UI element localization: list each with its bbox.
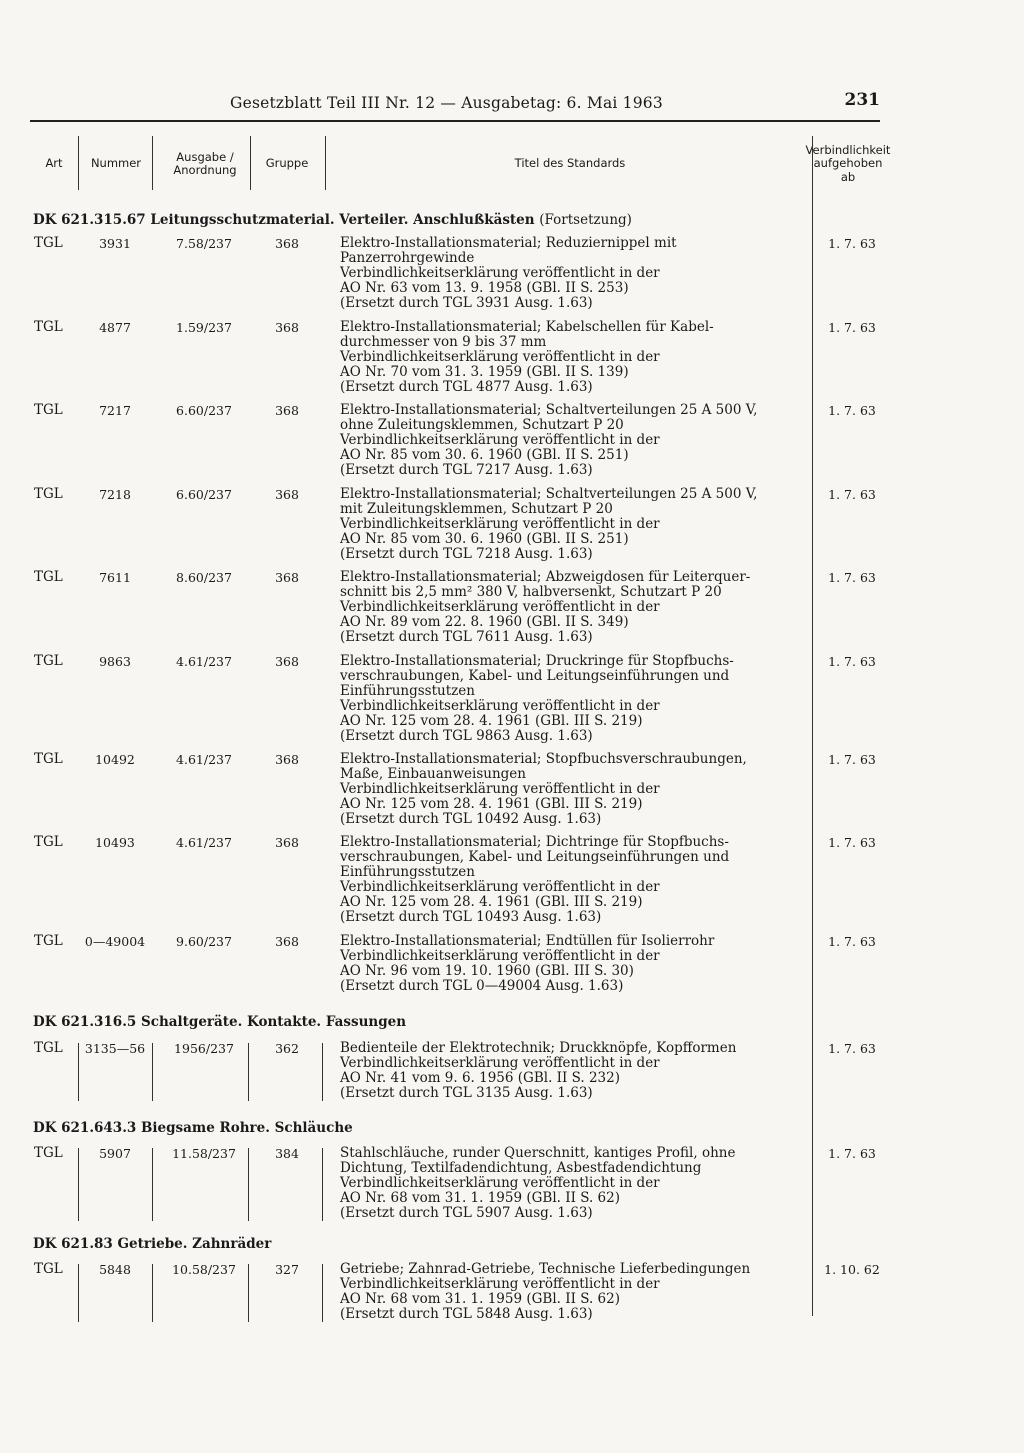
cell-titel bbox=[340, 236, 810, 311]
titel-line: Elektro-Installationsmaterial; Dichtringe für Stopfbuchs- bbox=[340, 834, 729, 850]
cell-nummer: 3931 bbox=[99, 236, 131, 251]
col-divider bbox=[78, 136, 79, 190]
titel-line: Einführungsstutzen bbox=[340, 864, 475, 880]
titel-line: Verbindlichkeitserklärung veröffentlicht in der bbox=[340, 599, 660, 615]
titel-line: (Ersetzt durch TGL 9863 Ausg. 1.63) bbox=[340, 728, 593, 744]
col-divider-right bbox=[812, 136, 813, 1316]
titel-line: AO Nr. 68 vom 31. 1. 1959 (GBl. II S. 62) bbox=[340, 1291, 620, 1307]
cell-ausgabe: 4.61/237 bbox=[176, 752, 232, 767]
titel-line: AO Nr. 125 vom 28. 4. 1961 (GBl. III S. 219) bbox=[340, 894, 643, 910]
titel-line: Elektro-Installationsmaterial; Endtüllen für Isolierrohr bbox=[340, 933, 715, 949]
titel-line: Verbindlichkeitserklärung veröffentlicht in der bbox=[340, 948, 660, 964]
cell-art: TGL bbox=[34, 751, 63, 767]
titel-line: Verbindlichkeitserklärung veröffentlicht in der bbox=[340, 516, 660, 532]
group-code: DK 621.643.3 Biegsame Rohre. Schläuche bbox=[33, 1120, 353, 1136]
page-title: Gesetzblatt Teil III Nr. 12 — Ausgabetag: 6. Mai 1963 bbox=[230, 94, 663, 112]
titel-line: Einführungsstutzen bbox=[340, 683, 475, 699]
group-heading bbox=[33, 1120, 353, 1136]
cell-gruppe: 368 bbox=[275, 236, 299, 251]
cell-titel bbox=[340, 934, 810, 994]
cell-gruppe: 368 bbox=[275, 320, 299, 335]
cell-nummer: 10492 bbox=[95, 752, 135, 767]
cell-separator bbox=[322, 1148, 323, 1221]
titel-line: (Ersetzt durch TGL 7217 Ausg. 1.63) bbox=[340, 462, 593, 478]
cell-gruppe: 327 bbox=[275, 1262, 299, 1277]
titel-line: AO Nr. 70 vom 31. 3. 1959 (GBl. II S. 139) bbox=[340, 364, 629, 380]
cell-titel bbox=[340, 835, 810, 925]
titel-line: Verbindlichkeitserklärung veröffentlicht in der bbox=[340, 781, 660, 797]
titel-line: Elektro-Installationsmaterial; Reduziernippel mit bbox=[340, 235, 677, 251]
page-header bbox=[30, 90, 880, 116]
cell-datum: 1. 7. 63 bbox=[828, 1146, 876, 1161]
titel-line: Getriebe; Zahnrad-Getriebe, Technische Lieferbedingungen bbox=[340, 1261, 751, 1277]
cell-titel bbox=[340, 320, 810, 395]
titel-line: Verbindlichkeitserklärung veröffentlicht in der bbox=[340, 265, 660, 281]
cell-ausgabe: 8.60/237 bbox=[176, 570, 232, 585]
cell-separator bbox=[152, 1148, 153, 1221]
cell-gruppe: 362 bbox=[275, 1041, 299, 1056]
cell-separator bbox=[248, 1148, 249, 1221]
col-header-titel: Titel des Standards bbox=[514, 156, 626, 171]
cell-separator bbox=[322, 1043, 323, 1101]
cell-nummer: 5848 bbox=[99, 1262, 131, 1277]
cell-art: TGL bbox=[34, 1261, 63, 1277]
cell-art: TGL bbox=[34, 319, 63, 335]
header-rule bbox=[30, 120, 880, 122]
cell-art: TGL bbox=[34, 834, 63, 850]
titel-line: Bedienteile der Elektrotechnik; Druckknöpfe, Kopfformen bbox=[340, 1040, 737, 1056]
titel-line: Elektro-Installationsmaterial; Abzweigdosen für Leiterquer- bbox=[340, 569, 751, 585]
cell-titel bbox=[340, 1041, 810, 1101]
titel-line: Stahlschläuche, runder Querschnitt, kantiges Profil, ohne bbox=[340, 1145, 736, 1161]
cell-ausgabe: 4.61/237 bbox=[176, 654, 232, 669]
titel-line: mit Zuleitungsklemmen, Schutzart P 20 bbox=[340, 501, 613, 517]
cell-separator bbox=[248, 1043, 249, 1101]
cell-nummer: 4877 bbox=[99, 320, 131, 335]
cell-datum: 1. 7. 63 bbox=[828, 570, 876, 585]
cell-titel bbox=[340, 1146, 810, 1221]
cell-art: TGL bbox=[34, 933, 63, 949]
cell-ausgabe: 11.58/237 bbox=[172, 1146, 236, 1161]
page-number: 231 bbox=[844, 90, 880, 110]
cell-nummer: 10493 bbox=[95, 835, 135, 850]
cell-ausgabe: 1956/237 bbox=[174, 1041, 234, 1056]
cell-nummer: 9863 bbox=[99, 654, 131, 669]
titel-line: Elektro-Installationsmaterial; Schaltverteilungen 25 A 500 V, bbox=[340, 402, 758, 418]
cell-nummer: 7611 bbox=[99, 570, 131, 585]
titel-line: verschraubungen, Kabel- und Leitungseinführungen und bbox=[340, 668, 730, 684]
cell-art: TGL bbox=[34, 1040, 63, 1056]
cell-art: TGL bbox=[34, 569, 63, 585]
titel-line: Maße, Einbauanweisungen bbox=[340, 766, 526, 782]
titel-line: verschraubungen, Kabel- und Leitungseinführungen und bbox=[340, 849, 730, 865]
cell-ausgabe: 9.60/237 bbox=[176, 934, 232, 949]
col-header-nummer: Nummer bbox=[90, 156, 142, 171]
group-heading bbox=[33, 212, 632, 228]
cell-datum: 1. 7. 63 bbox=[828, 1041, 876, 1056]
titel-line: durchmesser von 9 bis 37 mm bbox=[340, 334, 547, 350]
cell-gruppe: 368 bbox=[275, 934, 299, 949]
cell-separator bbox=[78, 1264, 79, 1322]
cell-datum: 1. 7. 63 bbox=[828, 934, 876, 949]
cell-separator bbox=[152, 1043, 153, 1101]
titel-line: Dichtung, Textilfadendichtung, Asbestfadendichtung bbox=[340, 1160, 702, 1176]
col-header-gruppe: Gruppe bbox=[265, 156, 309, 171]
cell-separator bbox=[78, 1043, 79, 1101]
titel-line: (Ersetzt durch TGL 5907 Ausg. 1.63) bbox=[340, 1205, 593, 1221]
titel-line: Elektro-Installationsmaterial; Stopfbuchsverschraubungen, bbox=[340, 751, 747, 767]
cell-art: TGL bbox=[34, 486, 63, 502]
cell-datum: 1. 7. 63 bbox=[828, 236, 876, 251]
cell-datum: 1. 7. 63 bbox=[828, 654, 876, 669]
group-heading bbox=[33, 1236, 271, 1252]
cell-gruppe: 368 bbox=[275, 570, 299, 585]
group-heading bbox=[33, 1014, 406, 1030]
cell-art: TGL bbox=[34, 402, 63, 418]
cell-art: TGL bbox=[34, 235, 63, 251]
titel-line: Verbindlichkeitserklärung veröffentlicht in der bbox=[340, 432, 660, 448]
cell-nummer: 7218 bbox=[99, 487, 131, 502]
cell-datum: 1. 7. 63 bbox=[828, 403, 876, 418]
cell-datum: 1. 10. 62 bbox=[824, 1262, 880, 1277]
titel-line: AO Nr. 89 vom 22. 8. 1960 (GBl. II S. 349) bbox=[340, 614, 629, 630]
col-header-ausgabe: Ausgabe / Anordnung bbox=[173, 149, 237, 177]
col-divider bbox=[250, 136, 251, 190]
cell-titel bbox=[340, 403, 810, 478]
titel-line: Verbindlichkeitserklärung veröffentlicht in der bbox=[340, 349, 660, 365]
titel-line: (Ersetzt durch TGL 10492 Ausg. 1.63) bbox=[340, 811, 602, 827]
titel-line: ohne Zuleitungsklemmen, Schutzart P 20 bbox=[340, 417, 624, 433]
cell-art: TGL bbox=[34, 653, 63, 669]
cell-ausgabe: 10.58/237 bbox=[172, 1262, 236, 1277]
titel-line: (Ersetzt durch TGL 0—49004 Ausg. 1.63) bbox=[340, 978, 624, 994]
cell-titel bbox=[340, 1262, 810, 1322]
cell-nummer: 5907 bbox=[99, 1146, 131, 1161]
titel-line: Verbindlichkeitserklärung veröffentlicht in der bbox=[340, 879, 660, 895]
titel-line: Verbindlichkeitserklärung veröffentlicht in der bbox=[340, 1276, 660, 1292]
titel-line: (Ersetzt durch TGL 7218 Ausg. 1.63) bbox=[340, 546, 593, 562]
titel-line: (Ersetzt durch TGL 7611 Ausg. 1.63) bbox=[340, 629, 593, 645]
cell-gruppe: 368 bbox=[275, 752, 299, 767]
cell-art: TGL bbox=[34, 1145, 63, 1161]
cell-separator bbox=[152, 1264, 153, 1322]
titel-line: Verbindlichkeitserklärung veröffentlicht in der bbox=[340, 1055, 660, 1071]
titel-line: Panzerrohrgewinde bbox=[340, 250, 475, 266]
cell-gruppe: 368 bbox=[275, 654, 299, 669]
cell-gruppe: 384 bbox=[275, 1146, 299, 1161]
col-divider bbox=[325, 136, 326, 190]
col-header-art: Art bbox=[45, 156, 63, 171]
group-code: DK 621.316.5 Schaltgeräte. Kontakte. Fassungen bbox=[33, 1014, 407, 1030]
cell-titel bbox=[340, 487, 810, 562]
titel-line: Elektro-Installationsmaterial; Kabelschellen für Kabel- bbox=[340, 319, 714, 335]
cell-separator bbox=[322, 1264, 323, 1322]
group-code: DK 621.315.67 Leitungsschutzmaterial. Verteiler. Anschlußkästen bbox=[33, 212, 535, 228]
cell-ausgabe: 4.61/237 bbox=[176, 835, 232, 850]
cell-datum: 1. 7. 63 bbox=[828, 752, 876, 767]
titel-line: (Ersetzt durch TGL 3931 Ausg. 1.63) bbox=[340, 295, 593, 311]
titel-line: AO Nr. 85 vom 30. 6. 1960 (GBl. II S. 251) bbox=[340, 447, 629, 463]
titel-line: AO Nr. 68 vom 31. 1. 1959 (GBl. II S. 62) bbox=[340, 1190, 620, 1206]
cell-ausgabe: 6.60/237 bbox=[176, 403, 232, 418]
cell-nummer: 3135—56 bbox=[84, 1041, 146, 1056]
cell-gruppe: 368 bbox=[275, 835, 299, 850]
titel-line: (Ersetzt durch TGL 5848 Ausg. 1.63) bbox=[340, 1306, 593, 1322]
titel-line: AO Nr. 125 vom 28. 4. 1961 (GBl. III S. 219) bbox=[340, 713, 643, 729]
cell-ausgabe: 6.60/237 bbox=[176, 487, 232, 502]
cell-datum: 1. 7. 63 bbox=[828, 487, 876, 502]
cell-gruppe: 368 bbox=[275, 403, 299, 418]
cell-titel bbox=[340, 752, 810, 827]
cell-nummer: 7217 bbox=[99, 403, 131, 418]
cell-datum: 1. 7. 63 bbox=[828, 835, 876, 850]
col-divider bbox=[152, 136, 153, 190]
col-header-verbindlich: Verbindlichkeit aufgehoben ab bbox=[805, 143, 891, 184]
cell-ausgabe: 1.59/237 bbox=[176, 320, 232, 335]
group-code: DK 621.83 Getriebe. Zahnräder bbox=[33, 1236, 272, 1252]
cell-titel bbox=[340, 570, 810, 645]
titel-line: (Ersetzt durch TGL 3135 Ausg. 1.63) bbox=[340, 1085, 593, 1101]
cell-ausgabe: 7.58/237 bbox=[176, 236, 232, 251]
cell-nummer: 0—49004 bbox=[84, 934, 146, 949]
titel-line: Elektro-Installationsmaterial; Druckringe für Stopfbuchs- bbox=[340, 653, 734, 669]
titel-line: Elektro-Installationsmaterial; Schaltverteilungen 25 A 500 V, bbox=[340, 486, 758, 502]
cell-separator bbox=[248, 1264, 249, 1322]
titel-line: Verbindlichkeitserklärung veröffentlicht in der bbox=[340, 698, 660, 714]
titel-line: AO Nr. 125 vom 28. 4. 1961 (GBl. III S. 219) bbox=[340, 796, 643, 812]
titel-line: Verbindlichkeitserklärung veröffentlicht in der bbox=[340, 1175, 660, 1191]
titel-line: (Ersetzt durch TGL 10493 Ausg. 1.63) bbox=[340, 909, 602, 925]
titel-line: (Ersetzt durch TGL 4877 Ausg. 1.63) bbox=[340, 379, 593, 395]
cell-separator bbox=[78, 1148, 79, 1221]
titel-line: AO Nr. 85 vom 30. 6. 1960 (GBl. II S. 251) bbox=[340, 531, 629, 547]
titel-line: schnitt bis 2,5 mm² 380 V, halbversenkt, Schutzart P 20 bbox=[340, 584, 722, 600]
titel-line: AO Nr. 63 vom 13. 9. 1958 (GBl. II S. 253) bbox=[340, 280, 629, 296]
titel-line: AO Nr. 41 vom 9. 6. 1956 (GBl. II S. 232) bbox=[340, 1070, 620, 1086]
cell-gruppe: 368 bbox=[275, 487, 299, 502]
titel-line: AO Nr. 96 vom 19. 10. 1960 (GBl. III S. 30) bbox=[340, 963, 634, 979]
group-suffix: (Fortsetzung) bbox=[539, 212, 632, 228]
cell-titel bbox=[340, 654, 810, 744]
cell-datum: 1. 7. 63 bbox=[828, 320, 876, 335]
